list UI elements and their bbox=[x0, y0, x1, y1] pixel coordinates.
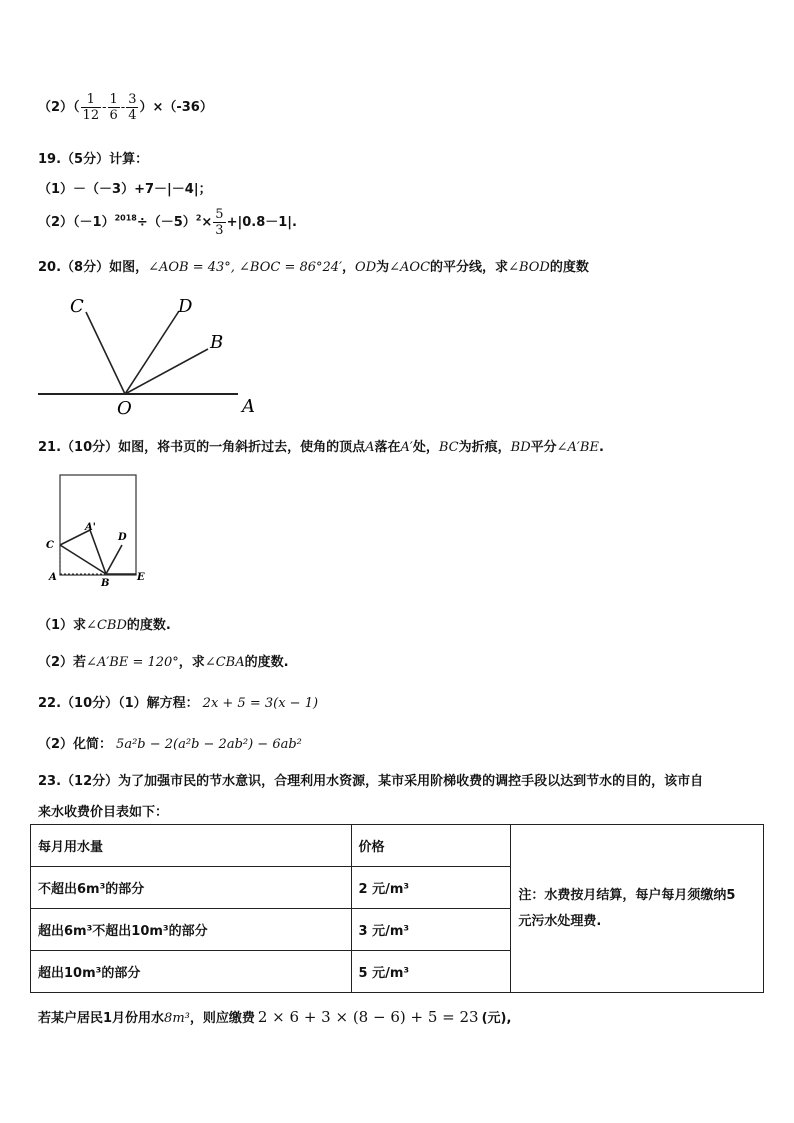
ray-ob bbox=[125, 349, 208, 394]
label-a: A bbox=[49, 572, 57, 583]
ray-bd bbox=[106, 545, 122, 574]
label-a-prime: A' bbox=[85, 522, 96, 533]
cell-tier2-price: 3 元/m³ bbox=[351, 909, 511, 951]
table-note: 注：水费按月结算，每户每月须缴纳5 元污水处理费. bbox=[511, 825, 764, 993]
fraction-5-3: $\frac{5}{3}$ bbox=[215, 207, 224, 238]
label-a: A bbox=[242, 396, 255, 417]
label-d: D bbox=[178, 296, 193, 317]
q21-part2: （2）若∠A′BE = 120°，求∠CBA的度数. bbox=[38, 655, 289, 670]
label-d: D bbox=[118, 532, 127, 543]
folded-ba bbox=[90, 530, 106, 574]
ray-oc bbox=[86, 312, 125, 394]
label-c: C bbox=[70, 296, 84, 317]
q20-heading: 20.（8分）如图，∠AOB = 43°, ∠BOC = 86°24′，OD为∠AOC的平分线，求∠BOD的度数 bbox=[38, 260, 589, 275]
cell-tier1-usage: 不超出6m³的部分 bbox=[31, 867, 352, 909]
water-fee-table bbox=[30, 824, 764, 993]
label-e: E bbox=[137, 572, 145, 583]
q19-part1: （1）－（－3）+7－|－4|； bbox=[38, 182, 212, 197]
fraction-1-12: $\frac{1}{12}$ bbox=[82, 92, 100, 123]
q21-heading: 21.（10分）如图，将书页的一角斜折过去，使角的顶点A落在A′处，BC为折痕，BD平分∠A′BE. bbox=[38, 440, 604, 455]
q22-part1: 22.（10分）（1）解方程： 2x + 5 = 3(x − 1) bbox=[38, 696, 319, 711]
q18-part2-tail: ）×（-36） bbox=[139, 100, 213, 115]
cell-tier3-usage: 超出10m³的部分 bbox=[31, 951, 352, 993]
q23-line2: 来水收费价目表如下： bbox=[38, 805, 169, 820]
header-usage: 每月用水量 bbox=[31, 825, 352, 867]
header-price: 价格 bbox=[351, 825, 511, 867]
page-fold-figure bbox=[40, 470, 160, 590]
q19-heading: 19.（5分）计算： bbox=[38, 152, 149, 167]
q19-part2: $(2)(-1)^{2018}\div(-5)^2\times$ $\frac{5}{3}$ +|0.8－1|. bbox=[38, 207, 297, 238]
fraction-3-4: $\frac{3}{4}$ bbox=[128, 92, 137, 123]
cell-tier1-price: 2 元/m³ bbox=[351, 867, 511, 909]
q18-part2: （2）（ $\frac{1}{12}$ - $\frac{1}{6}$ - $\frac{3}{4}$ ）×（-36） bbox=[38, 92, 213, 123]
q23-example: 若某户居民1月份用水8m³，则应缴费 2 × 6 + 3 × (8 − 6) + 5 = 23 (元), bbox=[38, 1008, 512, 1026]
label-b: B bbox=[101, 578, 110, 589]
book-page bbox=[60, 475, 136, 575]
label-c: C bbox=[46, 540, 54, 551]
cell-tier3-price: 5 元/m³ bbox=[351, 951, 511, 993]
q21-part1: （1）求∠CBD的度数. bbox=[38, 618, 171, 633]
ray-od bbox=[125, 311, 179, 394]
table-row bbox=[31, 825, 764, 867]
angle-figure bbox=[30, 290, 270, 420]
fraction-1-6: $\frac{1}{6}$ bbox=[109, 92, 118, 123]
label-o: O bbox=[117, 398, 132, 419]
q22-part2: （2）化简： 5a²b − 2(a²b − 2ab²) − 6ab² bbox=[38, 737, 302, 752]
q23-line1: 23.（12分）为了加强市民的节水意识，合理利用水资源，某市采用阶梯收费的调控手段以达到节水的目的，该市自 bbox=[38, 774, 704, 789]
fold-bc bbox=[60, 545, 106, 574]
label-b: B bbox=[210, 332, 224, 353]
cell-tier2-usage: 超出6m³不超出10m³的部分 bbox=[31, 909, 352, 951]
q18-part2-label: （2）（ bbox=[38, 100, 80, 115]
